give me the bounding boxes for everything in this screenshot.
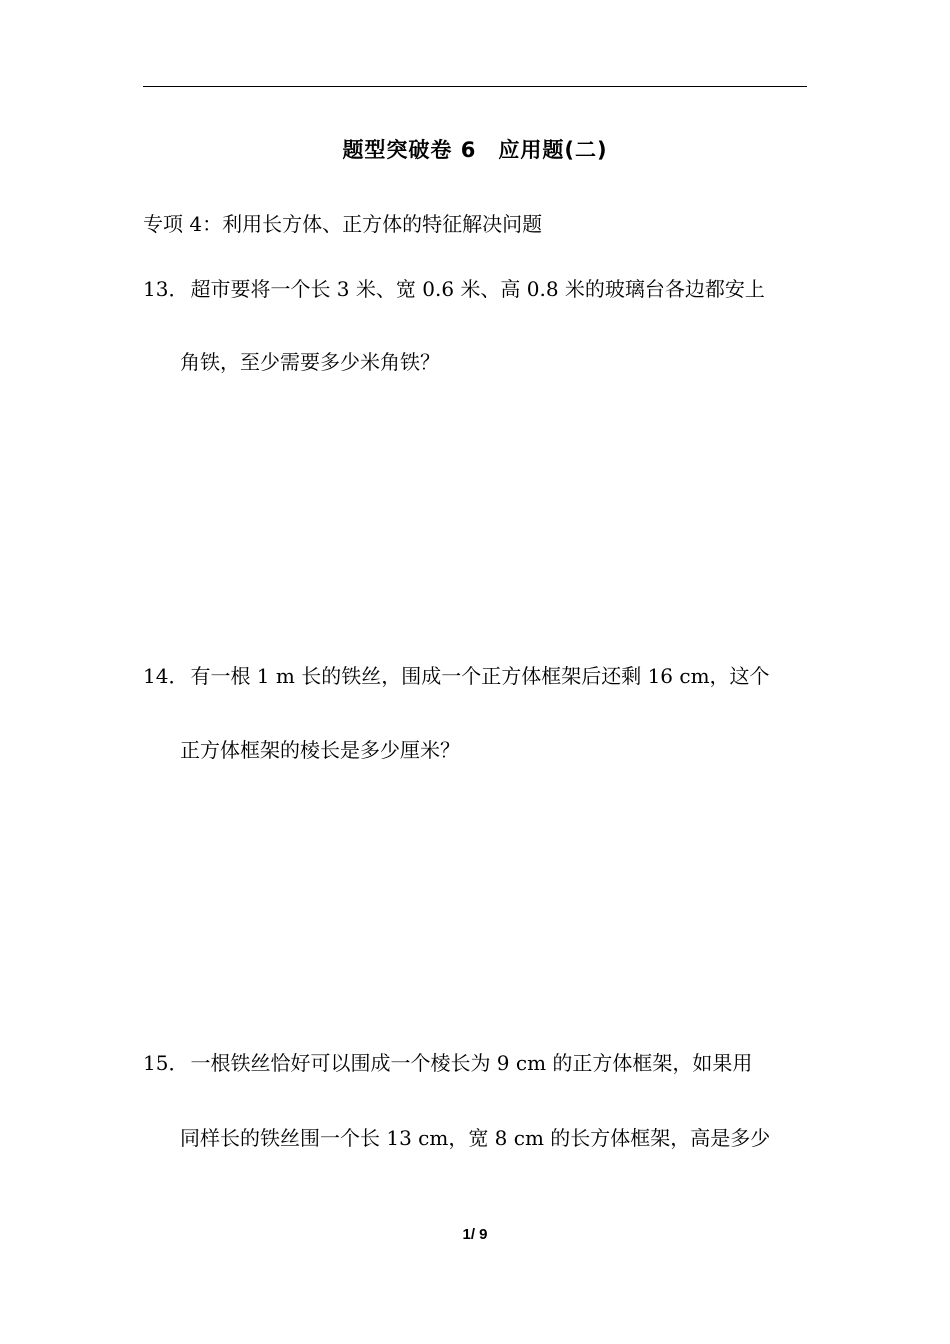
question-15-text-1: 一根铁丝恰好可以围成一个棱长为 9 cm 的正方体框架，如果用 (190, 1051, 753, 1075)
question-14-text-1: 有一根 1 m 长的铁丝，围成一个正方体框架后还剩 16 cm，这个 (190, 664, 770, 688)
question-13-line-1 (143, 273, 765, 302)
question-14-number: 14． (143, 664, 189, 688)
question-13-line-2: 角铁，至少需要多少米角铁？ (180, 350, 440, 374)
question-14-line-1 (143, 660, 770, 689)
question-15-number: 15． (143, 1051, 189, 1075)
page-number: 1/ 9 (462, 1226, 488, 1243)
question-13-text-1: 超市要将一个长 3 米、宽 0.6 米、高 0.8 米的玻璃台各边都安上 (190, 277, 765, 301)
page-title: 题型突破卷 6 应用题(二) (342, 138, 608, 162)
question-15-line-2: 同样长的铁丝围一个长 13 cm，宽 8 cm 的长方体框架，高是多少 (180, 1126, 771, 1150)
question-15-line-1 (143, 1047, 752, 1076)
question-13-number: 13． (143, 277, 189, 301)
section-heading: 专项 4：利用长方体、正方体的特征解决问题 (143, 212, 543, 236)
question-14-line-2: 正方体框架的棱长是多少厘米？ (180, 738, 460, 762)
header-rule (143, 86, 807, 87)
